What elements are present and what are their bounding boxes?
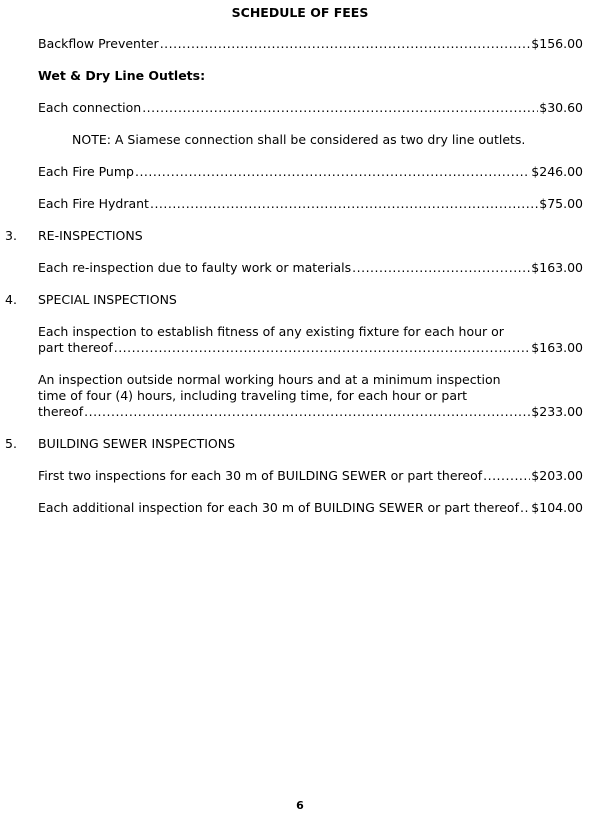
- dot-leader: [483, 468, 530, 484]
- section-title: SPECIAL INSPECTIONS: [38, 292, 177, 307]
- section-title: RE-INSPECTIONS: [38, 228, 143, 243]
- fee-item-each-connection: [38, 100, 583, 116]
- dot-leader: [150, 196, 538, 212]
- fee-amount: $246.00: [531, 164, 583, 179]
- page-title: SCHEDULE OF FEES: [231, 5, 369, 20]
- section-heading-special-inspections: [5, 292, 585, 308]
- section-heading-building-sewer-inspections: [5, 436, 585, 452]
- fee-label: First two inspections for each 30 m of BUILDING SEWER or part thereof: [38, 468, 483, 483]
- fee-description-line: time of four (4) hours, including traveling time, for each hour or part: [38, 388, 468, 403]
- dot-leader: [520, 500, 530, 516]
- dot-leader: [135, 164, 530, 180]
- fee-description-line: An inspection outside normal working hours and at a minimum inspection: [38, 372, 501, 387]
- subheading-wet-dry-line-outlets: Wet & Dry Line Outlets:: [38, 68, 206, 83]
- dot-leader: [114, 340, 531, 356]
- fee-item-existing-fixture-inspection: [38, 324, 583, 356]
- fee-amount: $30.60: [539, 100, 583, 115]
- section-number: 4.: [5, 292, 17, 307]
- section-number: 5.: [5, 436, 17, 451]
- fee-label: part thereof: [38, 340, 113, 355]
- fee-item-backflow-preventer: [38, 36, 583, 52]
- fee-amount: $203.00: [531, 468, 583, 483]
- dot-leader: [142, 100, 538, 116]
- fee-item-first-two-sewer-inspections: [38, 468, 583, 484]
- fee-amount: $163.00: [531, 260, 583, 275]
- fee-amount: $233.00: [531, 404, 583, 419]
- fee-label: Backflow Preventer: [38, 36, 159, 51]
- section-heading-re-inspections: [5, 228, 585, 244]
- page-number: 6: [296, 799, 304, 812]
- fee-label: thereof: [38, 404, 84, 419]
- fee-label: Each additional inspection for each 30 m of BUILDING SEWER or part thereof: [38, 500, 519, 515]
- fee-amount: $163.00: [531, 340, 583, 355]
- dot-leader: [84, 404, 530, 420]
- fee-description-line: Each inspection to establish fitness of any existing fixture for each hour or: [38, 324, 504, 339]
- siamese-connection-note: NOTE: A Siamese connection shall be considered as two dry line outlets.: [72, 132, 526, 147]
- section-number: 3.: [5, 228, 17, 243]
- fee-label: Each Fire Pump: [38, 164, 134, 179]
- fee-amount: $156.00: [531, 36, 583, 51]
- fee-amount: $75.00: [539, 196, 583, 211]
- fee-label: Each Fire Hydrant: [38, 196, 149, 211]
- dot-leader: [352, 260, 530, 276]
- fee-label: Each re-inspection due to faulty work or materials: [38, 260, 352, 275]
- fee-item-fire-hydrant: [38, 196, 583, 212]
- fee-item-additional-sewer-inspection: [38, 500, 583, 516]
- fee-label: Each connection: [38, 100, 142, 115]
- fee-amount: $104.00: [531, 500, 583, 515]
- fee-item-fire-pump: [38, 164, 583, 180]
- dot-leader: [160, 36, 531, 52]
- section-title: BUILDING SEWER INSPECTIONS: [38, 436, 236, 451]
- fee-item-after-hours-inspection: [38, 372, 583, 420]
- fee-item-re-inspection: [38, 260, 583, 276]
